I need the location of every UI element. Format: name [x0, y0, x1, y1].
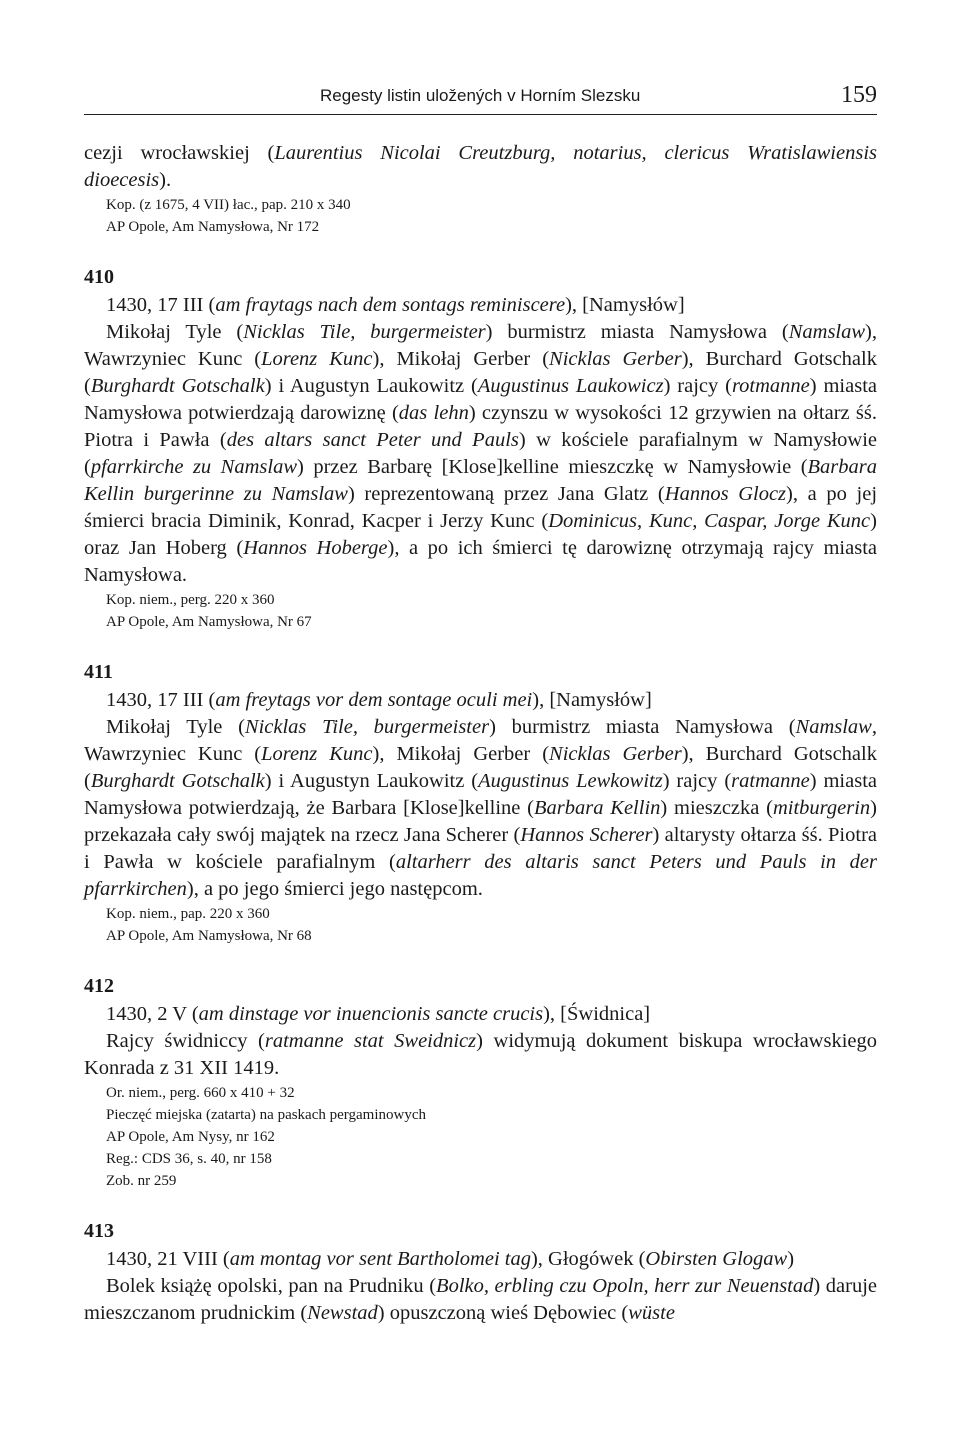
page-content: [84, 140, 877, 1327]
entry-number: 413: [84, 1220, 114, 1242]
text-segment: ), Mikołaj Gerber (: [372, 743, 550, 765]
text-segment: ), Mikołaj Gerber (: [372, 348, 550, 370]
text-segment: ) opuszczoną wieś Dębowiec (: [377, 1302, 629, 1324]
italic-segment: Laurentius Nicolai Creutzburg, notarius, clericus Wratislawiensis dioecesis: [84, 142, 878, 191]
text-segment: ) daruje mieszczanom prudnickim (: [84, 1275, 877, 1324]
italic-segment: altarherr des altaris sanct Peters und Pauls in der pfarrkirchen: [84, 851, 877, 900]
entry-summary: [84, 714, 877, 903]
italic-segment: Lorenz Kunc: [261, 743, 373, 765]
text-segment: cezji wrocławskiej (: [84, 142, 275, 164]
text-segment: ), Głogówek (: [530, 1248, 646, 1270]
text-segment: ) miasta Namysłowa potwierdzają darowiznę (: [84, 375, 877, 424]
italic-segment: am dinstage vor inuencionis sancte crucis: [198, 1003, 544, 1025]
entry-date: [84, 292, 877, 319]
entry-summary: [84, 1273, 877, 1327]
header-title: Regesty listin uložených v Horním Slezsku: [320, 86, 641, 105]
archival-note: Reg.: CDS 36, s. 40, nr 158: [106, 1151, 272, 1167]
entry-date: [84, 1001, 877, 1028]
italic-segment: Hannos Hoberge: [243, 537, 388, 559]
italic-segment: Namslaw: [788, 321, 866, 343]
text-segment: ) miasta Namysłowa potwierdzają, że Barbara [Klose]kelline (: [84, 770, 877, 819]
text-segment: ), a po ich śmierci tę darowiznę otrzymają rajcy miasta Namysłowa.: [84, 537, 877, 586]
archival-note: AP Opole, Am Namysłowa, Nr 172: [106, 219, 320, 235]
italic-segment: Newstad: [307, 1302, 378, 1324]
italic-segment: ratmanne: [731, 770, 810, 792]
italic-segment: Burghardt Gotschalk: [90, 770, 265, 792]
italic-segment: am montag vor sent Bartholomei tag: [229, 1248, 531, 1270]
entry-meta: [84, 1082, 877, 1192]
archival-note: AP Opole, Am Namysłowa, Nr 67: [106, 614, 312, 630]
text-segment: ) burmistrz miasta Namysłowa (: [485, 321, 789, 343]
text-segment: ) rajcy (: [663, 375, 732, 397]
text-segment: Mikołaj Tyle (: [106, 321, 244, 343]
entry-meta: [84, 903, 877, 947]
archival-note: Or. niem., perg. 660 x 410 + 32: [106, 1085, 295, 1101]
italic-segment: des altars sanct Peter und Pauls: [226, 429, 519, 451]
text-segment: ) czynszu w wysokości 12 grzywien na ołtarz śś. Piotra i Pawła (: [84, 402, 877, 451]
text-segment: ) i Augustyn Laukowitz (: [264, 375, 478, 397]
italic-segment: Lorenz Kunc: [261, 348, 373, 370]
text-segment: 1430, 21 VIII (: [106, 1248, 230, 1270]
italic-segment: ratmanne stat Sweidnicz: [264, 1030, 477, 1052]
italic-segment: Barbara Kellin: [534, 797, 661, 819]
italic-segment: am freytags vor dem sontage oculi mei: [215, 689, 533, 711]
italic-segment: Barbara Kellin burgerinne zu Namslaw: [84, 456, 878, 505]
text-segment: ) oraz Jan Hoberg (: [84, 510, 877, 559]
page-number: 159: [841, 82, 877, 108]
archival-note: Kop. niem., perg. 220 x 360: [106, 592, 275, 608]
text-segment: ), [Świdnica]: [543, 1003, 651, 1025]
italic-segment: am fraytags nach dem sontags reminiscere: [215, 294, 566, 316]
regest-entry: [84, 1218, 877, 1327]
italic-segment: Augustinus Laukowicz: [477, 375, 664, 397]
text-segment: ) przez Barbarę [Klose]kelline mieszczkę w Namysłowie (: [297, 456, 808, 478]
running-header: [84, 82, 877, 112]
entry-summary: [84, 319, 877, 589]
italic-segment: Nicklas Tile, burgermeister: [243, 321, 486, 343]
text-segment: Rajcy świdniccy (: [106, 1030, 265, 1052]
entry-number: 410: [84, 266, 114, 288]
entry-date: [84, 687, 877, 714]
entries-list: [84, 264, 877, 1327]
text-segment: ), a po jej śmierci bracia Diminik, Konrad, Kacper i Jerzy Kunc (: [84, 483, 878, 532]
archival-note: Zob. nr 259: [106, 1173, 177, 1189]
italic-segment: Hannos Scherer: [520, 824, 653, 846]
entry-date: [84, 1246, 877, 1273]
italic-segment: Bolko, erbling czu Opoln, herr zur Neuenstad: [436, 1275, 814, 1297]
text-segment: ) w kościele parafialnym w Namysłowie (: [84, 429, 877, 478]
italic-segment: pfarrkirche zu Namslaw: [90, 456, 298, 478]
text-segment: ) i Augustyn Laukowitz (: [264, 770, 479, 792]
text-segment: ): [787, 1248, 795, 1270]
text-segment: ), a po jego śmierci jego następcom.: [186, 878, 483, 900]
italic-segment: Burghardt Gotschalk: [90, 375, 265, 397]
text-segment: Bolek książę opolski, pan na Prudniku (: [106, 1275, 437, 1297]
text-segment: ) przekazała cały swój majątek na rzecz Jana Scherer (: [84, 797, 877, 846]
italic-segment: Nicklas Tile, burgermeister: [244, 716, 490, 738]
archival-note: AP Opole, Am Nysy, nr 162: [106, 1129, 275, 1145]
italic-segment: Augustinus Lewkowitz: [478, 770, 663, 792]
text-segment: ), [Namysłów]: [532, 689, 652, 711]
text-segment: ) widymują dokument biskupa wrocławskiego Konrada z 31 XII 1419.: [84, 1030, 878, 1079]
archival-note: Kop. niem., pap. 220 x 360: [106, 906, 270, 922]
text-segment: ) burmistrz miasta Namysłowa (: [489, 716, 796, 738]
text-segment: 1430, 17 III (: [106, 689, 216, 711]
text-segment: ), [Namysłów]: [565, 294, 685, 316]
continuation-text: [84, 140, 877, 194]
italic-segment: mitburgerin: [772, 797, 871, 819]
text-segment: 1430, 2 V (: [106, 1003, 199, 1025]
regest-entry: [84, 264, 877, 633]
italic-segment: Dominicus, Kunc, Caspar, Jorge Kunc: [548, 510, 871, 532]
archival-note: AP Opole, Am Namysłowa, Nr 68: [106, 928, 312, 944]
italic-segment: Namslaw: [795, 716, 872, 738]
archival-note: Kop. (z 1675, 4 VII) łac., pap. 210 x 340: [106, 197, 351, 213]
italic-segment: wüste: [628, 1302, 675, 1324]
italic-segment: Hannos Glocz: [664, 483, 787, 505]
text-segment: ) mieszczka (: [660, 797, 773, 819]
regest-entry: [84, 973, 877, 1192]
italic-segment: Obirsten Glogaw: [645, 1248, 788, 1270]
archival-note: Pieczęć miejska (zatarta) na paskach pergaminowych: [106, 1107, 426, 1123]
italic-segment: Nicklas Gerber: [549, 348, 682, 370]
header-rule: [84, 114, 877, 115]
entry-meta: [84, 589, 877, 633]
entry-summary: [84, 1028, 877, 1082]
text-segment: ).: [159, 169, 172, 191]
text-segment: ), Burchard Gotschalk (: [84, 743, 877, 792]
entry-number: 411: [84, 661, 113, 683]
text-segment: ), Burchard Gotschalk (: [84, 348, 877, 397]
text-segment: ) altarysty ołtarza śś. Piotra i Pawła w kościele parafialnym (: [84, 824, 878, 873]
regest-entry: [84, 659, 877, 947]
italic-segment: rotmanne: [731, 375, 810, 397]
text-segment: 1430, 17 III (: [106, 294, 216, 316]
italic-segment: Nicklas Gerber: [549, 743, 682, 765]
continuation-block: [84, 140, 877, 238]
text-segment: , Wawrzyniec Kunc (: [84, 716, 877, 765]
italic-segment: das lehn: [398, 402, 469, 424]
text-segment: ) reprezentowaną przez Jana Glatz (: [347, 483, 665, 505]
text-segment: ), Wawrzyniec Kunc (: [84, 321, 877, 370]
entry-number: 412: [84, 975, 114, 997]
text-segment: Mikołaj Tyle (: [106, 716, 245, 738]
continuation-meta: [84, 194, 877, 238]
text-segment: ) rajcy (: [662, 770, 732, 792]
